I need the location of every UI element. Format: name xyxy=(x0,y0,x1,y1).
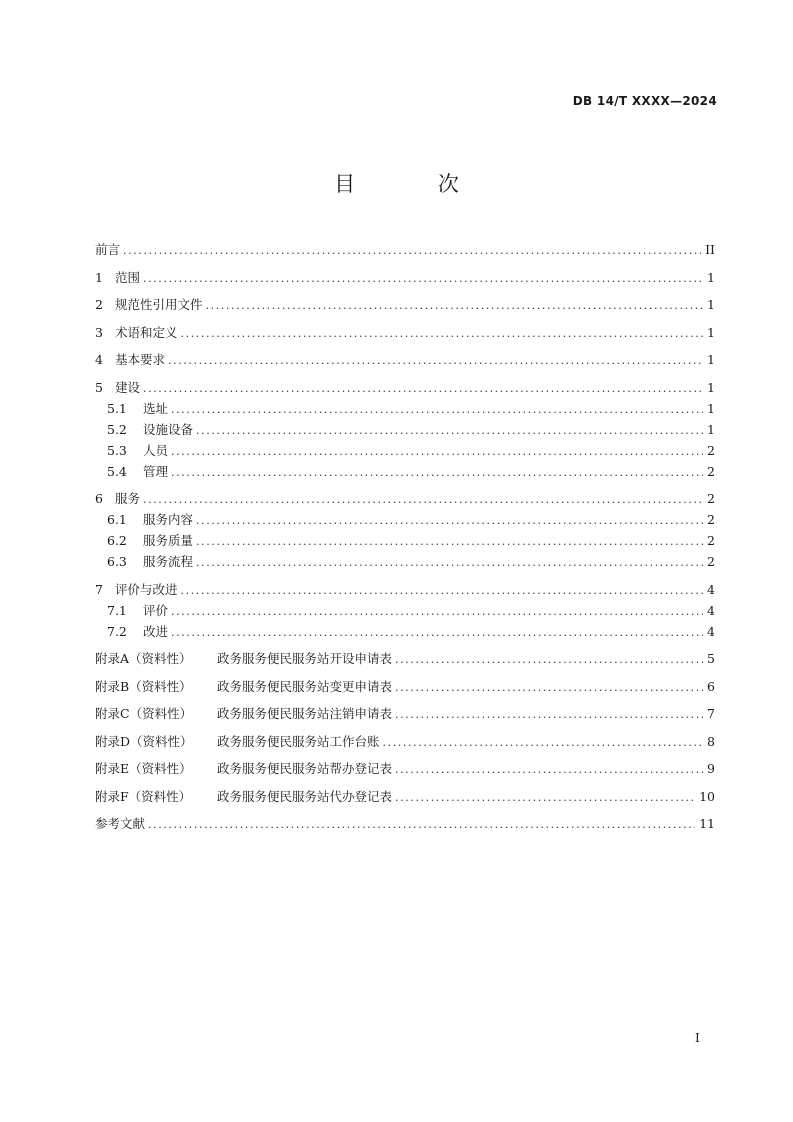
toc-entry-page: 2 xyxy=(707,491,715,506)
toc-entry-page: 1 xyxy=(707,400,715,416)
toc-entry-label: 政务服务便民服务站工作台账 xyxy=(217,733,380,749)
toc-entry-label: 评价与改进 xyxy=(115,581,178,597)
dot-leader xyxy=(196,553,703,573)
toc-entry-label: 服务质量 xyxy=(143,533,194,548)
toc-entry-label: 基本要求 xyxy=(115,352,166,367)
toc-entry-page: 1 xyxy=(707,324,715,340)
toc-entry-page: 11 xyxy=(699,816,715,831)
toc-entry-page: 1 xyxy=(707,297,715,312)
toc-entry-label: 管理 xyxy=(143,463,169,479)
toc-entry-page: 5 xyxy=(707,651,715,666)
dot-leader xyxy=(171,400,703,420)
footer-page-number: I xyxy=(695,1031,700,1045)
toc-entry-label: 评价 xyxy=(143,602,169,618)
toc-entry-number: 7.2 xyxy=(107,623,127,639)
toc-entry-number: 7 xyxy=(95,581,103,597)
toc-entry[interactable] xyxy=(95,420,715,441)
toc-entry-number: 6.1 xyxy=(107,512,127,527)
toc-entry-label: 选址 xyxy=(143,400,169,416)
document-code: DB 14/T XXXX—2024 xyxy=(572,94,717,108)
toc-entry-number: 附录A（资料性） xyxy=(95,651,192,666)
toc-entry-number: 附录C（资料性） xyxy=(95,706,193,721)
toc-entry[interactable] xyxy=(95,441,715,462)
toc-entry[interactable] xyxy=(95,323,715,344)
toc-entry-number: 6.2 xyxy=(107,533,127,548)
toc-entry-number: 1 xyxy=(95,269,103,285)
toc-entry-page: 7 xyxy=(707,706,715,721)
toc-entry[interactable] xyxy=(95,704,715,725)
dot-leader xyxy=(143,490,703,510)
toc-entry-label: 服务内容 xyxy=(143,512,194,527)
toc-entry-page: 10 xyxy=(699,788,715,804)
toc-entry-number: 4 xyxy=(95,352,103,367)
dot-leader xyxy=(196,532,703,552)
toc-entry-page: 1 xyxy=(707,379,715,395)
toc-entry[interactable] xyxy=(95,295,715,316)
toc-entry[interactable] xyxy=(95,649,715,670)
toc-entry-label: 服务 xyxy=(115,491,141,506)
toc-entry[interactable] xyxy=(95,399,715,420)
toc-entry-page: 4 xyxy=(707,581,715,597)
toc-entry-page: 2 xyxy=(707,554,715,569)
toc-entry-page: 1 xyxy=(707,269,715,285)
dot-leader xyxy=(171,463,703,483)
toc-entry-page: 8 xyxy=(707,733,715,749)
toc-entry-number: 5.3 xyxy=(107,442,127,458)
toc-entry[interactable] xyxy=(95,268,715,289)
toc-entry[interactable] xyxy=(95,462,715,483)
dot-leader xyxy=(196,511,703,531)
toc-entry[interactable] xyxy=(95,552,715,573)
toc-entry-label: 政务服务便民服务站注销申请表 xyxy=(217,706,393,721)
toc-entry-number: 附录D（资料性） xyxy=(95,733,193,749)
dot-leader xyxy=(196,421,703,441)
toc-entry-page: 4 xyxy=(707,623,715,639)
toc-entry-page: 2 xyxy=(707,442,715,458)
dot-leader xyxy=(395,678,703,698)
dot-leader xyxy=(395,705,703,725)
toc-entry-number: 5 xyxy=(95,379,103,395)
toc-entry-label: 设施设备 xyxy=(143,421,194,437)
toc-entry-label: 政务服务便民服务站帮办登记表 xyxy=(217,761,393,776)
toc-entry-page: 6 xyxy=(707,678,715,694)
dot-leader xyxy=(143,269,703,289)
dot-leader xyxy=(181,581,703,601)
toc-entry[interactable] xyxy=(95,787,715,808)
toc-entry-label: 服务流程 xyxy=(143,554,194,569)
toc-entry-label: 建设 xyxy=(115,379,141,395)
toc-entry-page: 1 xyxy=(707,421,715,437)
toc-entry[interactable] xyxy=(95,601,715,622)
toc-entry[interactable] xyxy=(95,732,715,753)
toc-entry-number: 附录B（资料性） xyxy=(95,678,192,694)
toc-entry-page: 9 xyxy=(707,761,715,776)
toc-entry[interactable] xyxy=(95,531,715,552)
toc-entry-label: 规范性引用文件 xyxy=(115,297,203,312)
dot-leader xyxy=(171,602,703,622)
toc-entry-number: 5.4 xyxy=(107,463,127,479)
toc-entry-label: 范围 xyxy=(115,269,141,285)
toc-entry[interactable] xyxy=(95,350,715,371)
dot-leader xyxy=(171,442,703,462)
dot-leader xyxy=(395,760,703,780)
toc-entry-label: 前言 xyxy=(95,242,121,257)
dot-leader xyxy=(143,379,703,399)
toc-entry-number: 7.1 xyxy=(107,602,127,618)
toc-entry-page: 2 xyxy=(707,463,715,479)
table-of-contents xyxy=(95,240,715,835)
toc-entry[interactable] xyxy=(95,510,715,531)
toc-entry-label: 参考文献 xyxy=(95,816,146,831)
toc-entry-label: 政务服务便民服务站代办登记表 xyxy=(217,788,393,804)
toc-entry-label: 政务服务便民服务站开设申请表 xyxy=(217,651,393,666)
dot-leader xyxy=(171,623,703,643)
toc-entry[interactable] xyxy=(95,759,715,780)
toc-entry-page: 2 xyxy=(707,533,715,548)
toc-entry[interactable] xyxy=(95,580,715,601)
toc-entry[interactable] xyxy=(95,622,715,643)
dot-leader xyxy=(181,324,703,344)
toc-entry-number: 5.1 xyxy=(107,400,127,416)
toc-entry-label: 改进 xyxy=(143,623,169,639)
toc-entry-page: 4 xyxy=(707,602,715,618)
toc-entry-number: 5.2 xyxy=(107,421,127,437)
dot-leader xyxy=(395,788,695,808)
toc-entry-number: 附录F（资料性） xyxy=(95,788,192,804)
toc-entry[interactable] xyxy=(95,378,715,399)
dot-leader xyxy=(206,296,703,316)
toc-entry[interactable] xyxy=(95,814,715,835)
toc-entry-page: II xyxy=(705,242,715,257)
dot-leader xyxy=(383,733,703,753)
toc-entry[interactable] xyxy=(95,489,715,510)
toc-entry-page: 2 xyxy=(707,512,715,527)
dot-leader xyxy=(123,241,701,261)
toc-entry-number: 3 xyxy=(95,324,103,340)
dot-leader xyxy=(148,815,695,835)
dot-leader xyxy=(168,351,703,371)
toc-entry-page: 1 xyxy=(707,352,715,367)
toc-entry[interactable] xyxy=(95,240,715,261)
toc-entry-number: 附录E（资料性） xyxy=(95,761,192,776)
toc-entry-label: 术语和定义 xyxy=(115,324,178,340)
toc-entry-label: 人员 xyxy=(143,442,169,458)
toc-entry[interactable] xyxy=(95,677,715,698)
toc-entry-number: 6.3 xyxy=(107,554,127,569)
toc-entry-label: 政务服务便民服务站变更申请表 xyxy=(217,678,393,694)
toc-entry-number: 6 xyxy=(95,491,103,506)
toc-entry-number: 2 xyxy=(95,297,103,312)
page-title: 目 次 xyxy=(334,172,497,196)
dot-leader xyxy=(395,650,703,670)
